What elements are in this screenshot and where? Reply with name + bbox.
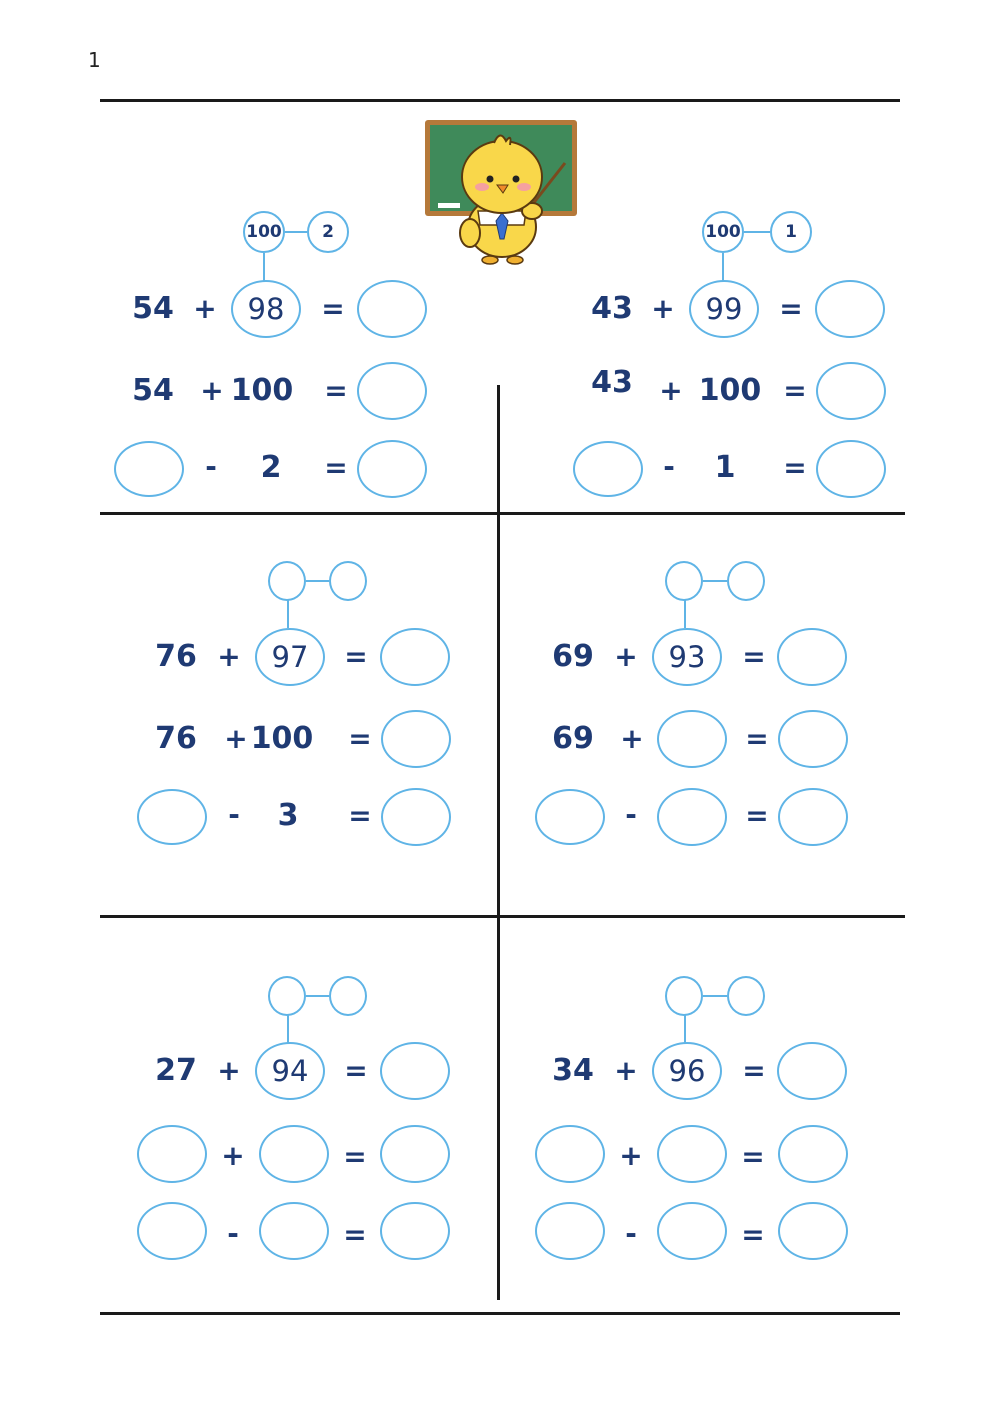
answer-blank[interactable] bbox=[778, 710, 848, 768]
equals-sign: = bbox=[779, 292, 803, 325]
split-connector-h bbox=[285, 231, 307, 233]
split-connector-v bbox=[684, 1015, 686, 1043]
addend-b-oval: 98 bbox=[231, 280, 301, 338]
addend-a: 34 bbox=[552, 1053, 594, 1088]
answer-blank[interactable] bbox=[380, 1042, 450, 1100]
addend-b-oval: 97 bbox=[255, 628, 325, 686]
addend-a: 54 bbox=[132, 291, 174, 326]
input-blank[interactable] bbox=[137, 789, 207, 845]
plus-sign: + bbox=[193, 292, 217, 325]
answer-blank[interactable] bbox=[816, 362, 886, 420]
top-rule bbox=[100, 99, 900, 102]
row3-op: - bbox=[205, 450, 217, 483]
split-circle-2[interactable] bbox=[329, 561, 367, 601]
equals-sign: = bbox=[344, 1054, 368, 1087]
equals-sign: = bbox=[783, 451, 807, 484]
row3-b: 2 bbox=[260, 450, 282, 485]
answer-blank[interactable] bbox=[778, 788, 848, 846]
input-blank[interactable] bbox=[657, 1125, 727, 1183]
answer-blank[interactable] bbox=[778, 1125, 848, 1183]
addend-b-oval: 99 bbox=[689, 280, 759, 338]
addend-b-oval: 94 bbox=[255, 1042, 325, 1100]
plus-sign: + bbox=[217, 640, 241, 673]
row2-op: + bbox=[224, 722, 248, 755]
split-connector-h bbox=[703, 580, 727, 582]
row3-op: - bbox=[228, 798, 240, 831]
split-circle-1[interactable] bbox=[665, 976, 703, 1016]
row2-op: + bbox=[221, 1139, 245, 1172]
answer-blank[interactable] bbox=[357, 280, 427, 338]
split-connector-v bbox=[287, 600, 289, 628]
row2-b: 100 bbox=[698, 373, 762, 408]
plus-sign: + bbox=[614, 640, 638, 673]
row2-a: 43 bbox=[591, 365, 633, 400]
answer-blank[interactable] bbox=[815, 280, 885, 338]
equals-sign: = bbox=[745, 722, 769, 755]
row2-b: 100 bbox=[230, 373, 294, 408]
row2-op: + bbox=[659, 374, 683, 407]
row2-a: 54 bbox=[132, 373, 174, 408]
row2-a: 76 bbox=[155, 721, 197, 756]
equals-sign: = bbox=[741, 1140, 765, 1173]
input-blank[interactable] bbox=[657, 788, 727, 846]
answer-blank[interactable] bbox=[357, 362, 427, 420]
split-connector-v bbox=[684, 600, 686, 628]
row3-b: 3 bbox=[277, 798, 299, 833]
equals-sign: = bbox=[741, 1218, 765, 1251]
equals-sign: = bbox=[324, 451, 348, 484]
equals-sign: = bbox=[742, 1054, 766, 1087]
equals-sign: = bbox=[321, 292, 345, 325]
addend-a: 69 bbox=[552, 639, 594, 674]
addend-b-oval: 96 bbox=[652, 1042, 722, 1100]
split-circle-2: 2 bbox=[307, 211, 349, 253]
row3-op: - bbox=[625, 798, 637, 831]
input-blank[interactable] bbox=[535, 1202, 605, 1260]
split-circle-1: 100 bbox=[243, 211, 285, 253]
answer-blank[interactable] bbox=[816, 440, 886, 498]
row2-op: + bbox=[200, 374, 224, 407]
column-divider bbox=[497, 385, 500, 1300]
equals-sign: = bbox=[343, 1140, 367, 1173]
answer-blank[interactable] bbox=[380, 1125, 450, 1183]
row2-op: + bbox=[619, 1139, 643, 1172]
equals-sign: = bbox=[344, 640, 368, 673]
addend-a: 43 bbox=[591, 291, 633, 326]
row3-b: 1 bbox=[714, 450, 736, 485]
split-circle-1[interactable] bbox=[665, 561, 703, 601]
equals-sign: = bbox=[742, 640, 766, 673]
equals-sign: = bbox=[324, 374, 348, 407]
input-blank[interactable] bbox=[535, 1125, 605, 1183]
split-connector-v bbox=[722, 253, 724, 281]
row-divider-1 bbox=[100, 512, 905, 515]
row2-b: 100 bbox=[250, 721, 314, 756]
answer-blank[interactable] bbox=[381, 710, 451, 768]
input-blank[interactable] bbox=[657, 1202, 727, 1260]
input-blank[interactable] bbox=[259, 1125, 329, 1183]
bottom-rule bbox=[100, 1312, 900, 1315]
addend-b-oval: 93 bbox=[652, 628, 722, 686]
row2-op: + bbox=[620, 722, 644, 755]
input-blank[interactable] bbox=[573, 441, 643, 497]
row-divider-2 bbox=[100, 915, 905, 918]
split-connector-h bbox=[306, 580, 329, 582]
split-circle-1: 100 bbox=[702, 211, 744, 253]
answer-blank[interactable] bbox=[357, 440, 427, 498]
row2-a: 69 bbox=[552, 721, 594, 756]
equals-sign: = bbox=[348, 799, 372, 832]
input-blank[interactable] bbox=[137, 1202, 207, 1260]
answer-blank[interactable] bbox=[380, 1202, 450, 1260]
row3-op: - bbox=[663, 450, 675, 483]
plus-sign: + bbox=[614, 1054, 638, 1087]
equals-sign: = bbox=[783, 374, 807, 407]
split-circle-2: 1 bbox=[770, 211, 812, 253]
input-blank[interactable] bbox=[535, 789, 605, 845]
split-circle-2[interactable] bbox=[727, 976, 765, 1016]
answer-blank[interactable] bbox=[380, 628, 450, 686]
split-connector-h bbox=[306, 995, 329, 997]
split-connector-h bbox=[703, 995, 727, 997]
equals-sign: = bbox=[348, 722, 372, 755]
input-blank[interactable] bbox=[657, 710, 727, 768]
input-blank[interactable] bbox=[137, 1125, 207, 1183]
split-circle-1[interactable] bbox=[268, 561, 306, 601]
plus-sign: + bbox=[217, 1054, 241, 1087]
row3-op: - bbox=[227, 1217, 239, 1250]
split-connector-v bbox=[263, 253, 265, 281]
answer-blank[interactable] bbox=[777, 1042, 847, 1100]
addend-a: 27 bbox=[155, 1053, 197, 1088]
answer-blank[interactable] bbox=[381, 788, 451, 846]
answer-blank[interactable] bbox=[778, 1202, 848, 1260]
split-circle-2[interactable] bbox=[727, 561, 765, 601]
split-connector-v bbox=[287, 1015, 289, 1043]
plus-sign: + bbox=[651, 292, 675, 325]
split-circle-2[interactable] bbox=[329, 976, 367, 1016]
split-connector-h bbox=[744, 231, 770, 233]
input-blank[interactable] bbox=[259, 1202, 329, 1260]
equals-sign: = bbox=[343, 1218, 367, 1251]
input-blank[interactable] bbox=[114, 441, 184, 497]
chick-teacher-icon bbox=[420, 115, 585, 270]
page-number: 1 bbox=[88, 48, 101, 72]
row3-op: - bbox=[625, 1217, 637, 1250]
split-circle-1[interactable] bbox=[268, 976, 306, 1016]
answer-blank[interactable] bbox=[777, 628, 847, 686]
addend-a: 76 bbox=[155, 639, 197, 674]
equals-sign: = bbox=[745, 799, 769, 832]
